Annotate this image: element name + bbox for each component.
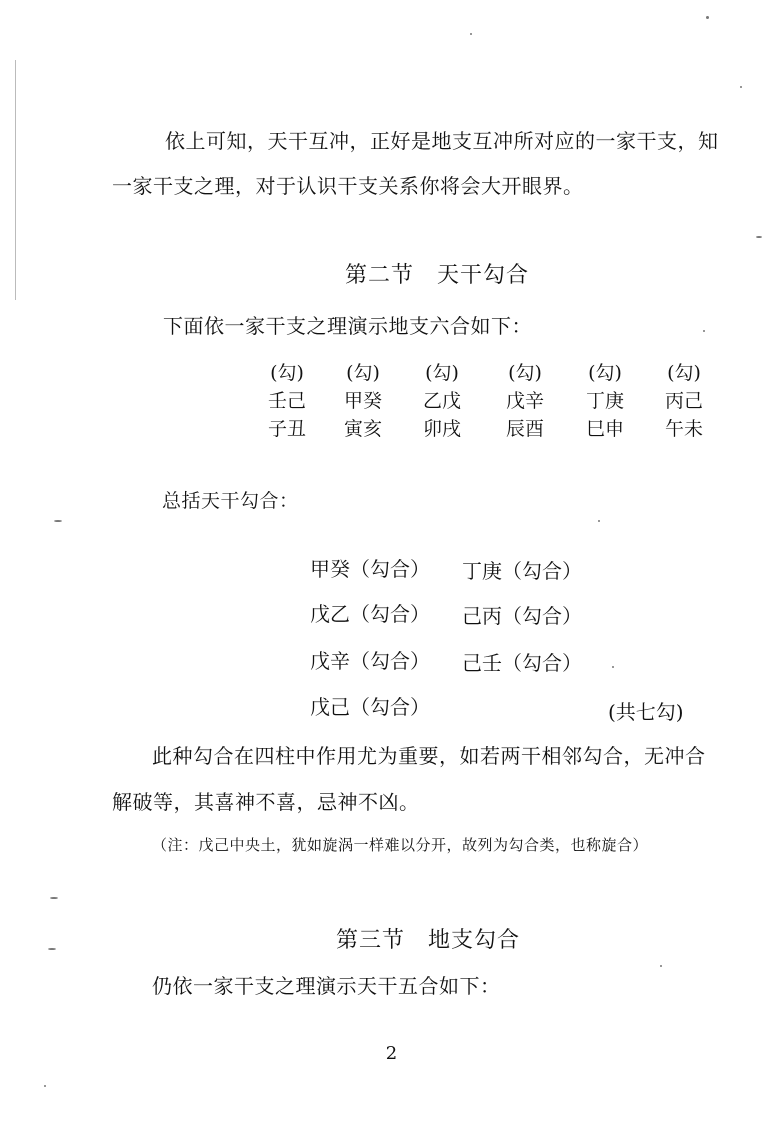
- intro-line-2: 一家干支之理，对于认识干支关系你将会大开眼界。: [112, 174, 584, 198]
- table-label: (勾): [270, 362, 304, 384]
- table-row-branches: [267, 414, 710, 442]
- summary-heading: 总括天干勾合：: [162, 490, 299, 512]
- intro-line-1: 依上可知，天干互冲，正好是地支互冲所对应的一家干支，知: [165, 129, 719, 153]
- table-cell: 丁庚: [585, 390, 624, 412]
- table-label: (勾): [346, 362, 380, 384]
- total-count: (共七勾): [608, 700, 684, 724]
- section-3-lead: 仍依一家干支之理演示天干五合如下：: [152, 974, 501, 998]
- section-2-lead: 下面依一家干支之理演示地支六合如下：: [163, 314, 532, 338]
- table-cell: 子丑: [267, 418, 306, 440]
- page-number: 2: [385, 1043, 398, 1064]
- summary-right: 丁庚（勾合）: [462, 559, 582, 583]
- para-line-1: 此种勾合在四柱中作用尤为重要，如若两干相邻勾合，无冲合: [152, 744, 706, 768]
- table-label: (勾): [508, 362, 542, 384]
- para-line-2: 解破等，其喜神不喜，忌神不凶。: [112, 790, 420, 814]
- table-label: (勾): [425, 362, 459, 384]
- summary-right: 己丙（勾合）: [462, 604, 582, 628]
- table-label: (勾): [588, 362, 622, 384]
- table-cell: 巳申: [585, 418, 624, 440]
- annotation-note: （注：戊己中央土，犹如旋涡一样难以分开，故列为勾合类，也称旋合）: [152, 836, 649, 854]
- table-cell: 甲癸: [343, 390, 382, 412]
- table-label: (勾): [667, 362, 701, 384]
- summary-left: 戊己（勾合）: [310, 695, 430, 719]
- summary-left: 甲癸（勾合）: [310, 557, 430, 581]
- table-cell: 午未: [664, 418, 703, 440]
- summary-left: 戊辛（勾合）: [310, 649, 430, 673]
- stem-branch-table: [267, 358, 710, 442]
- table-cell: 卯戌: [422, 418, 461, 440]
- table-cell: 乙戊: [422, 390, 461, 412]
- section-2-title: 第二节 天干勾合: [345, 263, 530, 288]
- table-cell: 丙己: [664, 390, 703, 412]
- table-cell: 寅亥: [343, 418, 382, 440]
- table-cell: 戊辛: [505, 390, 544, 412]
- table-row-stems: [267, 386, 710, 414]
- table-cell: 壬己: [267, 390, 306, 412]
- summary-left: 戊乙（勾合）: [310, 602, 430, 626]
- summary-right: 己壬（勾合）: [462, 651, 582, 675]
- table-cell: 辰酉: [505, 418, 544, 440]
- section-3-title: 第三节 地支勾合: [336, 928, 521, 953]
- table-row-labels: [270, 358, 710, 386]
